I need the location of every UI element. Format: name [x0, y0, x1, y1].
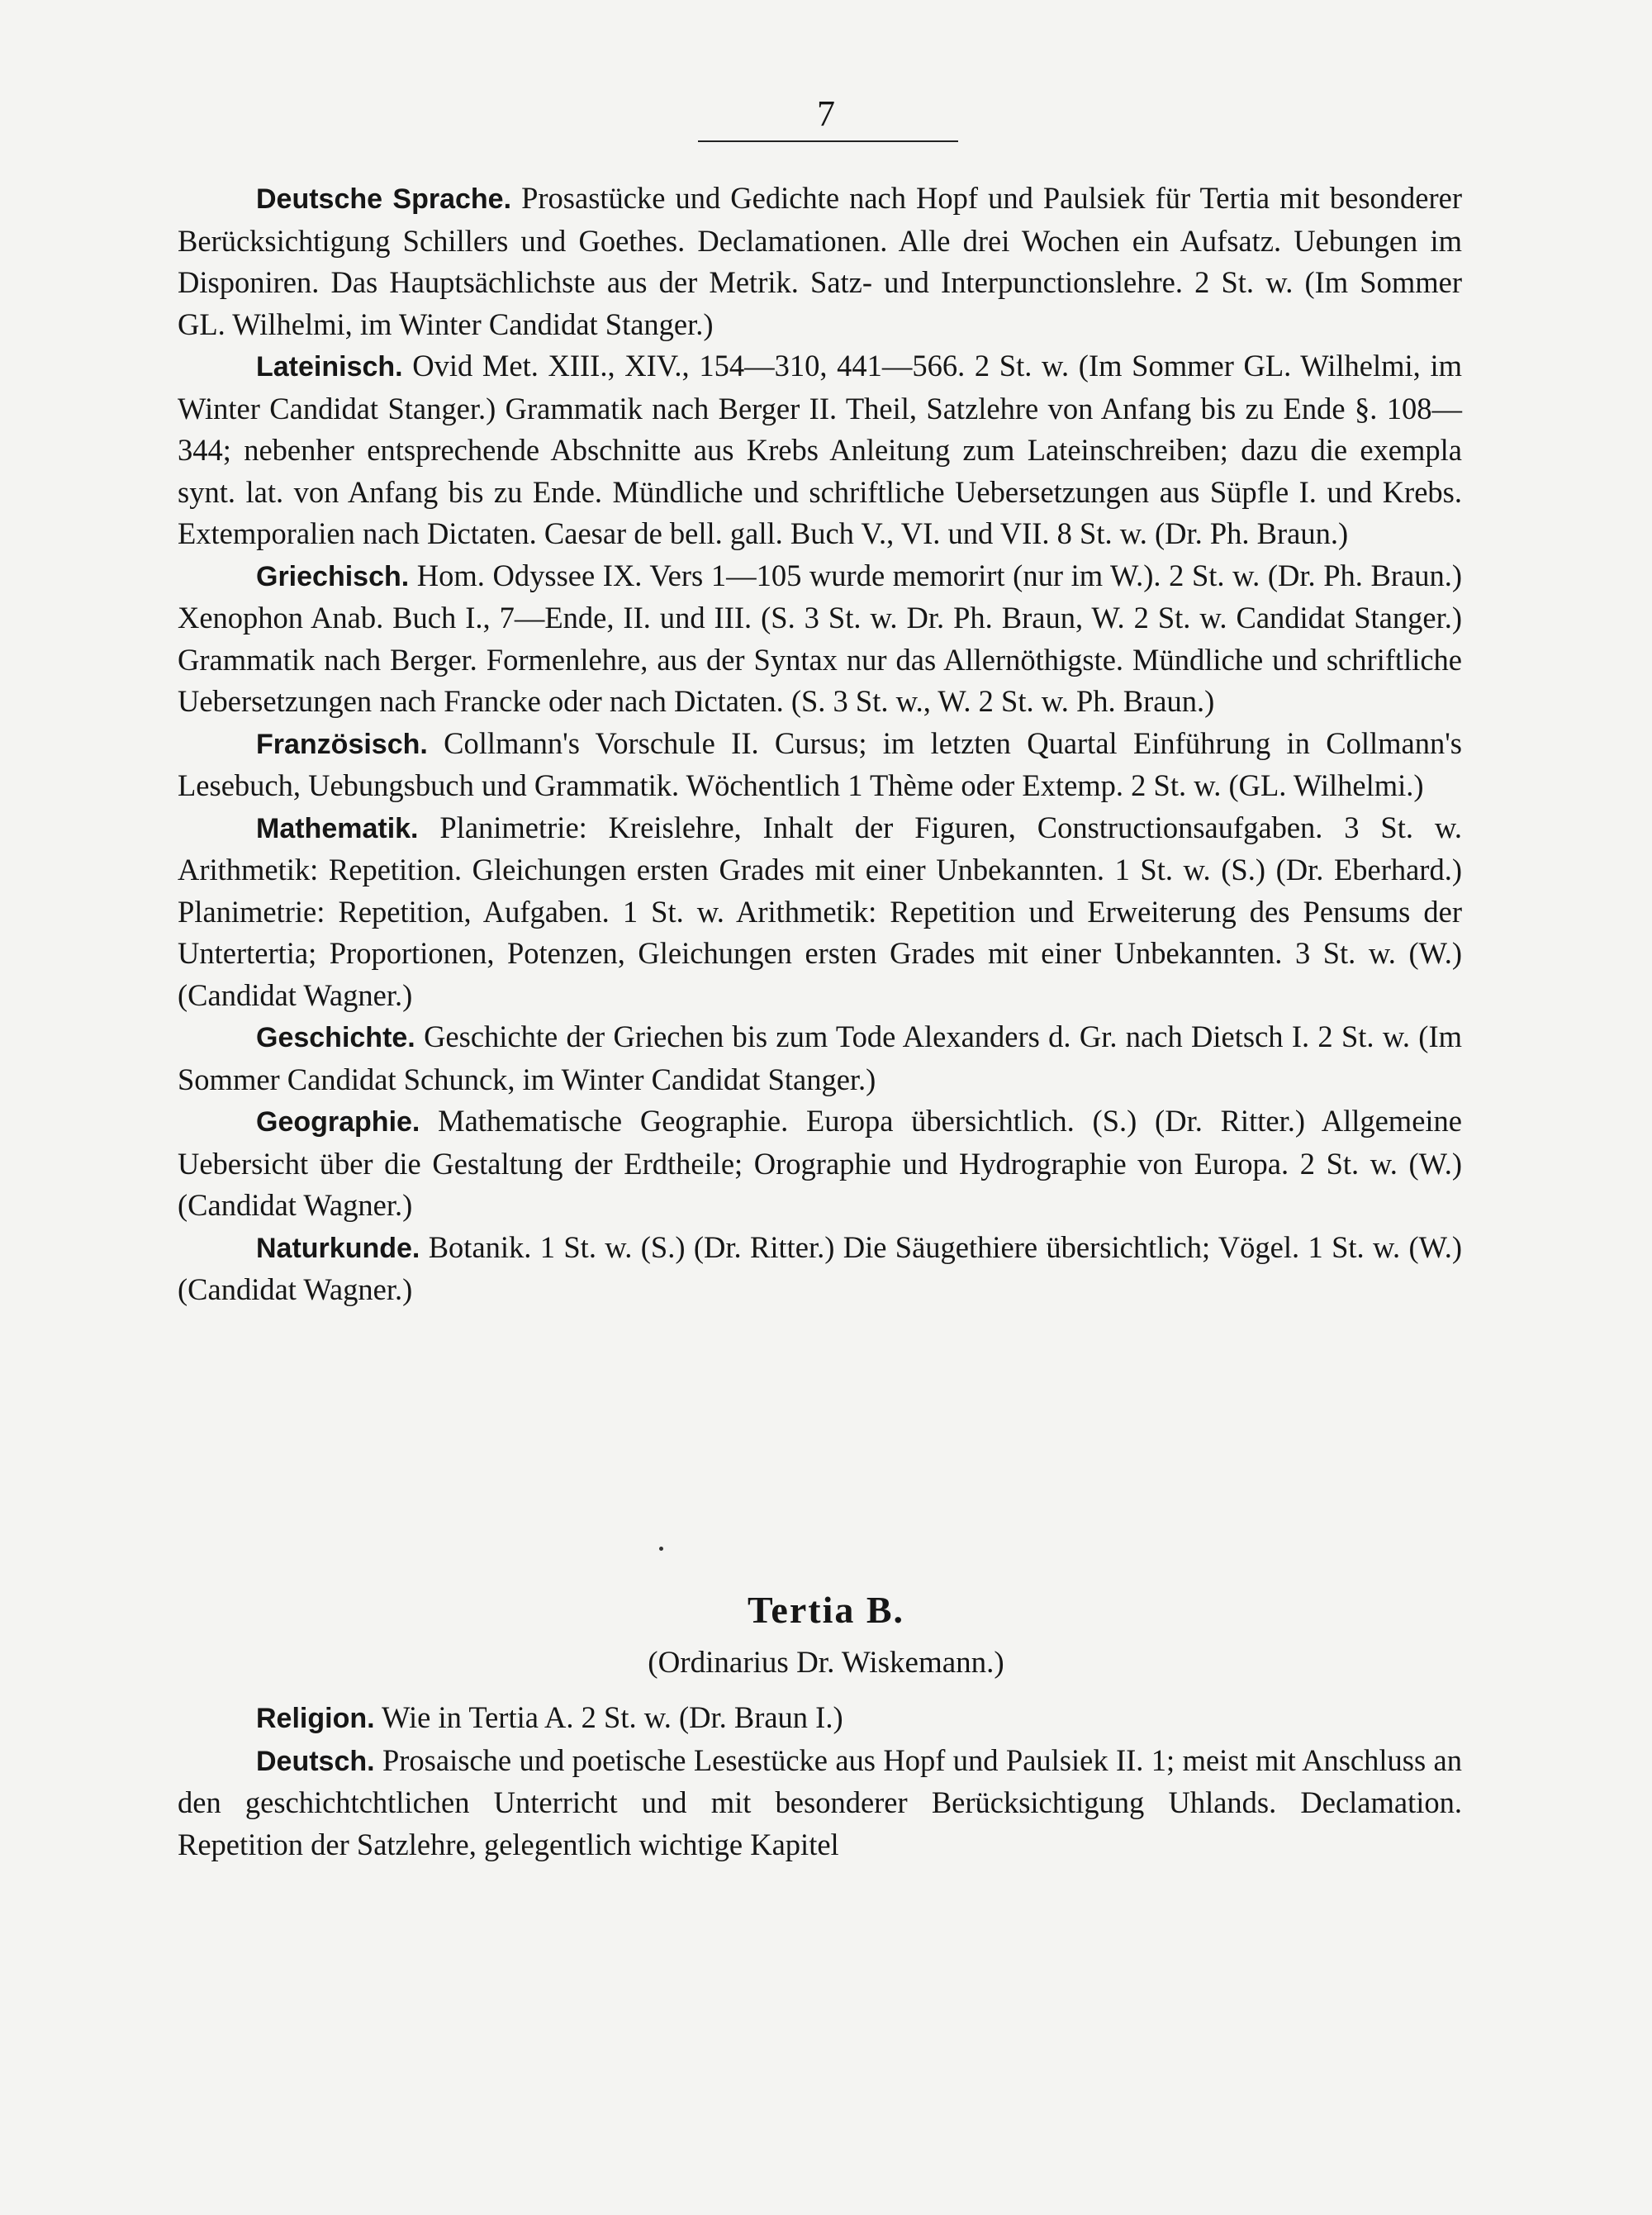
section-paragraph — [178, 1740, 1462, 1866]
section-text: Prosaische und poetische Lesestücke aus Hopf und Paulsiek II. 1; meist mit Anschluss an den geschichtchtlichen Unterricht und mit besonderer Berücksichtigung Uhlands. Declamation. Repetition der Satzlehre, gelegentlich wichtige Kapitel — [178, 1742, 1462, 1861]
section-text: Prosastücke und Gedichte nach Hopf und Paulsiek für Tertia mit besonderer Berücksichtigung Schillers und Goethes. Declamationen. Alle drei Wochen ein Aufsatz. Uebungen im Disponiren. Das Hauptsächlichste aus der Metrik. Satz- und Interpunctionslehre. 2 St. w. (Im Sommer GL. Wilhelmi, im Winter Candidat Stanger.) — [178, 181, 1462, 341]
curriculum-top — [178, 178, 1462, 1311]
section-title: Deutsche Sprache. — [256, 183, 512, 215]
section-text: Collmann's Vorschule II. Cursus; im letzten Quartal Einführung in Collmann's Lesebuch, Uebungsbuch und Grammatik. Wöchentlich 1 Thème oder Extemp. 2 St. w. (GL. Wilhelmi.) — [178, 725, 1462, 802]
section-paragraph — [178, 723, 1462, 807]
section-paragraph — [178, 1227, 1462, 1311]
section-paragraph — [178, 1016, 1462, 1100]
page-number: 7 — [817, 93, 835, 134]
header-rule — [698, 140, 958, 142]
section-title: Geographie. — [256, 1106, 420, 1138]
section-title: Mathematik. — [256, 812, 419, 844]
class-heading: Tertia B. — [747, 1589, 905, 1631]
section-text: Botanik. 1 St. w. (S.) (Dr. Ritter.) Die Säugethiere übersichtlich; Vögel. 1 St. w. (W.) (Candidat Wagner.) — [178, 1229, 1462, 1306]
section-paragraph — [178, 178, 1462, 345]
section-title: Geschichte. — [256, 1022, 415, 1053]
section-title: Religion. — [256, 1703, 375, 1734]
section-title: Naturkunde. — [256, 1232, 420, 1264]
section-text: Hom. Odyssee IX. Vers 1—105 wurde memorirt (nur im W.). 2 St. w. (Dr. Ph. Braun.) Xenophon Anab. Buch I., 7—Ende, II. und III. (S. 3 St. w. Dr. Ph. Braun, W. 2 St. w. Candidat Stanger.) Grammatik nach Berger. Formenlehre, aus der Syntax nur das Allernöthigste. Mündliche und schriftliche Uebersetzungen nach Francke oder nach Dictaten. (S. 3 St. w., W. 2 St. w. Ph. Braun.) — [178, 558, 1462, 718]
section-paragraph — [178, 807, 1462, 1017]
separator-dot — [659, 1547, 663, 1551]
section-title: Deutsch. — [256, 1745, 375, 1777]
section-text: Mathematische Geographie. Europa übersichtlich. (S.) (Dr. Ritter.) Allgemeine Uebersicht über die Gestaltung der Erdtheile; Orographie und Hydrographie von Europa. 2 St. w. (W.) (Candidat Wagner.) — [178, 1104, 1462, 1222]
curriculum-bottom — [178, 1697, 1462, 1866]
section-title: Lateinisch. — [256, 351, 403, 383]
section-text: Geschichte der Griechen bis zum Tode Alexanders d. Gr. nach Dietsch I. 2 St. w. (Im Sommer Candidat Schunck, im Winter Candidat Stanger.) — [178, 1020, 1462, 1096]
section-text: Planimetrie: Kreislehre, Inhalt der Figuren, Constructionsaufgaben. 3 St. w. Arithmetik: Repetition. Gleichungen ersten Grades mit einer Unbekannten. 1 St. w. (S.) (Dr. Eberhard.) Planimetrie: Repetition, Aufgaben. 1 St. w. Arithmetik: Repetition und Erweiterung des Pensums der Untertertia; Proportionen, Potenzen, Gleichungen ersten Grades mit einer Unbekannten. 3 St. w. (W.) (Candidat Wagner.) — [178, 810, 1462, 1012]
section-title: Französisch. — [256, 728, 428, 760]
section-paragraph — [178, 1697, 1462, 1740]
section-text: Wie in Tertia A. 2 St. w. (Dr. Braun I.) — [374, 1700, 843, 1734]
section-paragraph — [178, 345, 1462, 555]
section-paragraph — [178, 1100, 1462, 1227]
section-text: Ovid Met. XIII., XIV., 154—310, 441—566. 2 St. w. (Im Sommer GL. Wilhelmi, im Winter Candidat Stanger.) Grammatik nach Berger II. Theil, Satzlehre von Anfang bis zu Ende §. 108—344; nebenher entsprechende Abschnitte aus Krebs Anleitung zum Lateinschreiben; dazu die exempla synt. lat. von Anfang bis zu Ende. Mündliche und schriftliche Uebersetzungen aus Süpfle I. und Krebs. Extemporalien nach Dictaten. Caesar de bell. gall. Buch V., VI. und VII. 8 St. w. (Dr. Ph. Braun.) — [178, 349, 1462, 550]
section-paragraph — [178, 555, 1462, 723]
class-subheading: (Ordinarius Dr. Wiskemann.) — [648, 1646, 1004, 1680]
section-title: Griechisch. — [256, 560, 410, 592]
